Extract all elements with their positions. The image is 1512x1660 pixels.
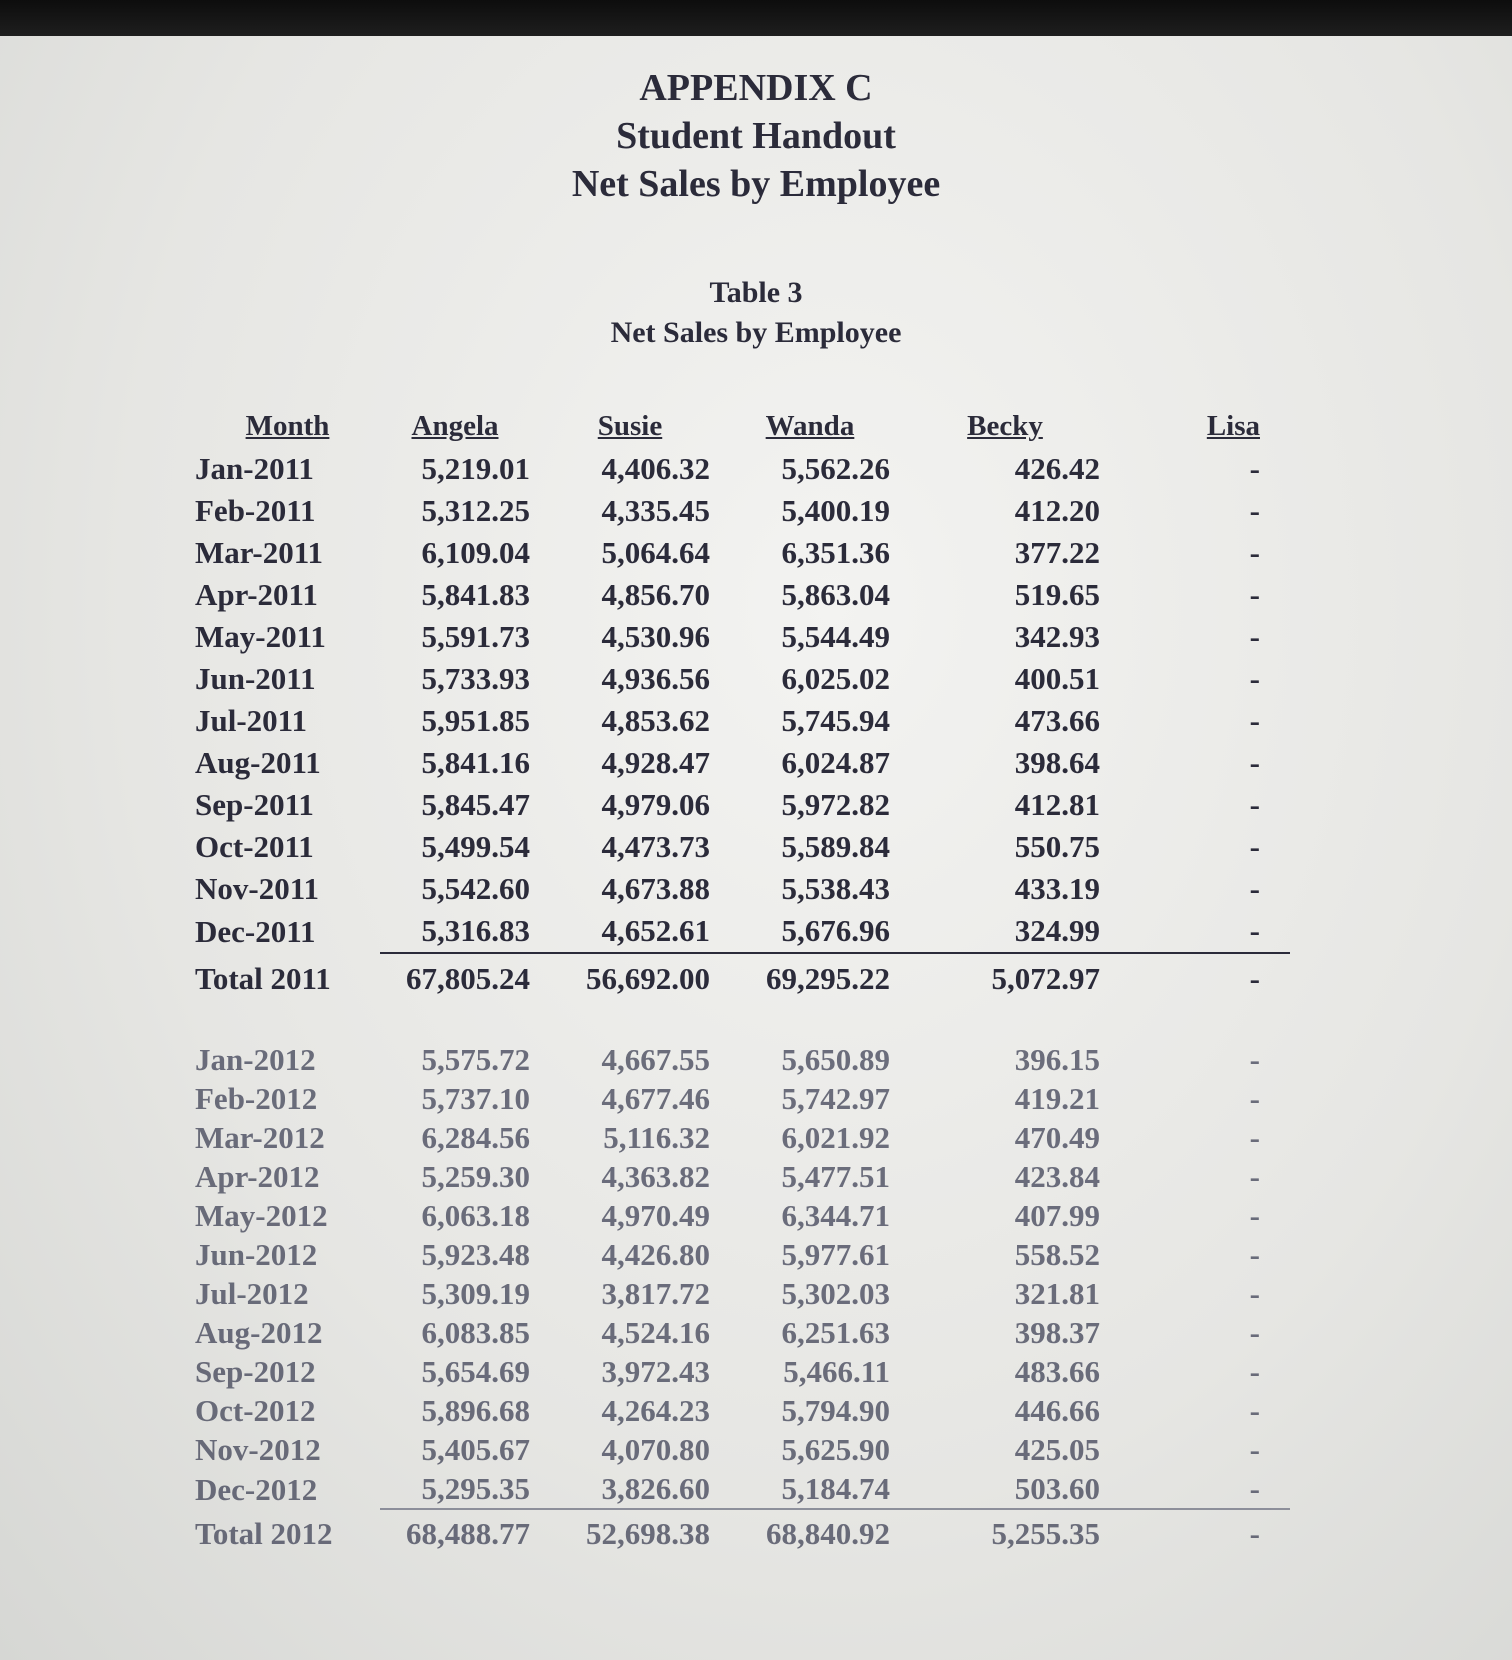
cell-angela: 5,841.16 xyxy=(421,745,530,780)
total-row-2012 xyxy=(175,1510,1290,1553)
cell-wanda: 68,840.92 xyxy=(766,1516,890,1551)
cell-susie: 4,406.32 xyxy=(601,451,710,486)
cell-month: May-2011 xyxy=(195,619,326,654)
cell-susie: 4,363.82 xyxy=(601,1159,710,1194)
cell-wanda: 5,972.82 xyxy=(781,787,890,822)
cell-month: Oct-2011 xyxy=(195,829,314,864)
cell-month: Jun-2011 xyxy=(195,661,316,696)
cell-month: Apr-2012 xyxy=(195,1159,320,1194)
cell-susie: 4,677.46 xyxy=(601,1081,710,1116)
cell-lisa: - xyxy=(1249,1432,1260,1467)
cell-susie: 4,853.62 xyxy=(601,703,710,738)
cell-wanda: 5,589.84 xyxy=(781,829,890,864)
cell-becky: 426.42 xyxy=(1014,451,1100,486)
header-month: Month xyxy=(245,410,330,442)
cell-lisa: - xyxy=(1249,1081,1260,1116)
cell-lisa: - xyxy=(1249,577,1260,612)
cell-angela: 5,591.73 xyxy=(421,619,530,654)
table-row xyxy=(175,1118,1290,1157)
cell-lisa: - xyxy=(1249,1159,1260,1194)
document-page xyxy=(0,36,1512,1660)
cell-angela: 5,654.69 xyxy=(421,1354,530,1389)
cell-angela: 5,316.83 xyxy=(380,910,550,954)
cell-lisa: - xyxy=(1249,1276,1260,1311)
cell-wanda: 5,400.19 xyxy=(781,493,890,528)
cell-angela: 5,259.30 xyxy=(421,1159,530,1194)
cell-angela: 5,219.01 xyxy=(421,451,530,486)
table-row xyxy=(175,1235,1290,1274)
screen-top-bezel xyxy=(0,0,1512,36)
cell-month: Nov-2011 xyxy=(195,871,319,906)
cell-angela: 5,896.68 xyxy=(421,1393,530,1428)
cell-angela: 5,951.85 xyxy=(421,703,530,738)
cell-becky: 419.21 xyxy=(1014,1081,1100,1116)
cell-becky: 5,072.97 xyxy=(991,961,1100,996)
cell-wanda: 5,184.74 xyxy=(730,1469,910,1510)
cell-month: Apr-2011 xyxy=(195,577,318,612)
table-row xyxy=(175,742,1290,784)
table-row xyxy=(175,1157,1290,1196)
cell-susie: 4,524.16 xyxy=(601,1315,710,1350)
table-row xyxy=(175,1391,1290,1430)
cell-lisa: - xyxy=(1249,661,1260,696)
cell-lisa: - xyxy=(1249,1354,1260,1389)
cell-angela: 5,309.19 xyxy=(421,1276,530,1311)
table-row xyxy=(175,574,1290,616)
cell-becky: 377.22 xyxy=(1014,535,1100,570)
table-row xyxy=(175,1040,1290,1079)
cell-wanda: 5,625.90 xyxy=(781,1432,890,1467)
cell-becky: 423.84 xyxy=(1014,1159,1100,1194)
cell-month: Sep-2011 xyxy=(195,787,314,822)
cell-lisa: - xyxy=(1249,1393,1260,1428)
cell-becky: 407.99 xyxy=(1014,1198,1100,1233)
cell-becky: 433.19 xyxy=(1014,871,1100,906)
net-sales-table xyxy=(175,404,1290,1553)
cell-month: Oct-2012 xyxy=(195,1393,316,1428)
header-wanda: Wanda xyxy=(765,410,855,442)
cell-wanda: 5,477.51 xyxy=(781,1159,890,1194)
appendix-title: APPENDIX C xyxy=(639,67,873,109)
cell-lisa: - xyxy=(1249,1042,1260,1077)
cell-angela: 6,284.56 xyxy=(421,1120,530,1155)
cell-month: Total 2012 xyxy=(195,1516,333,1551)
cell-month: Dec-2011 xyxy=(195,914,316,949)
table-row xyxy=(175,490,1290,532)
cell-lisa: - xyxy=(1120,910,1290,954)
section-spacer xyxy=(175,1000,1290,1040)
cell-becky: 5,255.35 xyxy=(991,1516,1100,1551)
cell-wanda: 6,024.87 xyxy=(781,745,890,780)
table-row xyxy=(175,700,1290,742)
cell-lisa: - xyxy=(1249,1516,1260,1551)
table-row xyxy=(175,826,1290,868)
table-subtitle: Net Sales by Employee xyxy=(610,316,902,349)
table-body xyxy=(175,448,1290,1553)
cell-month: Dec-2012 xyxy=(195,1472,318,1507)
cell-susie: 4,667.55 xyxy=(601,1042,710,1077)
cell-angela: 5,312.25 xyxy=(421,493,530,528)
cell-lisa: - xyxy=(1249,829,1260,864)
cell-becky: 396.15 xyxy=(1014,1042,1100,1077)
header-lisa: Lisa xyxy=(1206,410,1260,442)
cell-lisa: - xyxy=(1249,787,1260,822)
document-subtitle: Net Sales by Employee xyxy=(571,163,941,205)
cell-becky: 446.66 xyxy=(1014,1393,1100,1428)
total-row-2011 xyxy=(175,954,1290,1000)
cell-becky: 550.75 xyxy=(1014,829,1100,864)
cell-becky: 412.81 xyxy=(1014,787,1100,822)
cell-lisa: - xyxy=(1249,1237,1260,1272)
cell-month: Total 2011 xyxy=(195,961,331,996)
handout-title: Student Handout xyxy=(616,115,896,157)
cell-susie: 4,473.73 xyxy=(601,829,710,864)
cell-angela: 68,488.77 xyxy=(406,1516,530,1551)
cell-month: Jun-2012 xyxy=(195,1237,318,1272)
cell-angela: 6,083.85 xyxy=(421,1315,530,1350)
cell-month: Feb-2012 xyxy=(195,1081,318,1116)
cell-susie: 5,064.64 xyxy=(601,535,710,570)
cell-wanda: 6,021.92 xyxy=(781,1120,890,1155)
cell-lisa: - xyxy=(1249,1198,1260,1233)
cell-angela: 5,575.72 xyxy=(421,1042,530,1077)
cell-wanda: 6,025.02 xyxy=(781,661,890,696)
cell-wanda: 5,538.43 xyxy=(781,871,890,906)
table-row xyxy=(175,1079,1290,1118)
cell-wanda: 5,466.11 xyxy=(783,1354,890,1389)
cell-lisa: - xyxy=(1249,619,1260,654)
table-row xyxy=(175,532,1290,574)
cell-angela: 5,845.47 xyxy=(421,787,530,822)
cell-month: Sep-2012 xyxy=(195,1354,316,1389)
cell-wanda: 5,977.61 xyxy=(781,1237,890,1272)
table-row xyxy=(175,448,1290,490)
table-row xyxy=(175,784,1290,826)
table-row xyxy=(175,1313,1290,1352)
table-row xyxy=(175,910,1290,954)
cell-susie: 4,530.96 xyxy=(601,619,710,654)
cell-angela: 5,542.60 xyxy=(421,871,530,906)
cell-lisa: - xyxy=(1120,1469,1290,1510)
cell-lisa: - xyxy=(1249,961,1260,996)
cell-susie: 52,698.38 xyxy=(586,1516,710,1551)
cell-month: Aug-2012 xyxy=(195,1315,323,1350)
cell-becky: 321.81 xyxy=(1014,1276,1100,1311)
cell-month: Jul-2011 xyxy=(195,703,307,738)
cell-month: May-2012 xyxy=(195,1198,328,1233)
cell-month: Mar-2012 xyxy=(195,1120,325,1155)
cell-susie: 4,928.47 xyxy=(601,745,710,780)
cell-wanda: 6,351.36 xyxy=(781,535,890,570)
table-row xyxy=(175,658,1290,700)
cell-becky: 503.60 xyxy=(910,1469,1120,1510)
table-title: Table 3 xyxy=(709,276,803,309)
cell-wanda: 5,742.97 xyxy=(781,1081,890,1116)
cell-becky: 473.66 xyxy=(1014,703,1100,738)
cell-wanda: 5,562.26 xyxy=(781,451,890,486)
cell-becky: 400.51 xyxy=(1014,661,1100,696)
cell-wanda: 5,544.49 xyxy=(781,619,890,654)
cell-angela: 6,109.04 xyxy=(421,535,530,570)
cell-lisa: - xyxy=(1249,451,1260,486)
cell-susie: 4,335.45 xyxy=(601,493,710,528)
cell-becky: 398.37 xyxy=(1014,1315,1100,1350)
table-row xyxy=(175,1274,1290,1313)
cell-becky: 412.20 xyxy=(1014,493,1100,528)
cell-wanda: 5,650.89 xyxy=(781,1042,890,1077)
cell-susie: 3,972.43 xyxy=(601,1354,710,1389)
cell-wanda: 5,794.90 xyxy=(781,1393,890,1428)
cell-angela: 5,499.54 xyxy=(421,829,530,864)
table-row xyxy=(175,868,1290,910)
cell-angela: 5,405.67 xyxy=(421,1432,530,1467)
cell-becky: 324.99 xyxy=(910,910,1120,954)
cell-month: Feb-2011 xyxy=(195,493,316,528)
cell-becky: 425.05 xyxy=(1014,1432,1100,1467)
table-row xyxy=(175,616,1290,658)
cell-becky: 470.49 xyxy=(1014,1120,1100,1155)
cell-lisa: - xyxy=(1249,1120,1260,1155)
header-susie: Susie xyxy=(597,410,663,442)
cell-susie: 4,070.80 xyxy=(601,1432,710,1467)
cell-susie: 56,692.00 xyxy=(586,961,710,996)
cell-lisa: - xyxy=(1249,535,1260,570)
table-row xyxy=(175,1469,1290,1510)
cell-susie: 4,970.49 xyxy=(601,1198,710,1233)
cell-wanda: 69,295.22 xyxy=(766,961,890,996)
cell-angela: 5,737.10 xyxy=(421,1081,530,1116)
cell-susie: 4,264.23 xyxy=(601,1393,710,1428)
header-angela: Angela xyxy=(411,410,499,442)
cell-month: Nov-2012 xyxy=(195,1432,321,1467)
cell-lisa: - xyxy=(1249,493,1260,528)
cell-lisa: - xyxy=(1249,871,1260,906)
cell-wanda: 5,745.94 xyxy=(781,703,890,738)
cell-susie: 3,817.72 xyxy=(601,1276,710,1311)
cell-becky: 398.64 xyxy=(1014,745,1100,780)
cell-wanda: 5,676.96 xyxy=(730,910,910,954)
cell-becky: 342.93 xyxy=(1014,619,1100,654)
cell-susie: 4,936.56 xyxy=(601,661,710,696)
cell-month: Jan-2011 xyxy=(195,451,314,486)
cell-becky: 483.66 xyxy=(1014,1354,1100,1389)
cell-angela: 5,295.35 xyxy=(380,1469,550,1510)
cell-wanda: 6,344.71 xyxy=(781,1198,890,1233)
table-header-row xyxy=(175,404,1290,448)
spacer-cell xyxy=(175,1000,1290,1040)
cell-lisa: - xyxy=(1249,1315,1260,1350)
header-becky: Becky xyxy=(967,410,1043,442)
table-row xyxy=(175,1196,1290,1235)
cell-wanda: 5,863.04 xyxy=(781,577,890,612)
table-row xyxy=(175,1352,1290,1391)
cell-wanda: 5,302.03 xyxy=(781,1276,890,1311)
cell-month: Jan-2012 xyxy=(195,1042,316,1077)
cell-angela: 67,805.24 xyxy=(406,961,530,996)
cell-angela: 5,841.83 xyxy=(421,577,530,612)
cell-month: Aug-2011 xyxy=(195,745,321,780)
cell-susie: 4,652.61 xyxy=(550,910,730,954)
cell-wanda: 6,251.63 xyxy=(781,1315,890,1350)
cell-angela: 5,733.93 xyxy=(421,661,530,696)
cell-becky: 519.65 xyxy=(1014,577,1100,612)
cell-susie: 3,826.60 xyxy=(550,1469,730,1510)
cell-susie: 4,426.80 xyxy=(601,1237,710,1272)
cell-lisa: - xyxy=(1249,703,1260,738)
cell-angela: 6,063.18 xyxy=(421,1198,530,1233)
cell-susie: 4,673.88 xyxy=(601,871,710,906)
cell-becky: 558.52 xyxy=(1014,1237,1100,1272)
cell-month: Jul-2012 xyxy=(195,1276,309,1311)
cell-angela: 5,923.48 xyxy=(421,1237,530,1272)
cell-lisa: - xyxy=(1249,745,1260,780)
table-row xyxy=(175,1430,1290,1469)
cell-month: Mar-2011 xyxy=(195,535,323,570)
cell-susie: 5,116.32 xyxy=(603,1120,710,1155)
cell-susie: 4,979.06 xyxy=(601,787,710,822)
cell-susie: 4,856.70 xyxy=(601,577,710,612)
